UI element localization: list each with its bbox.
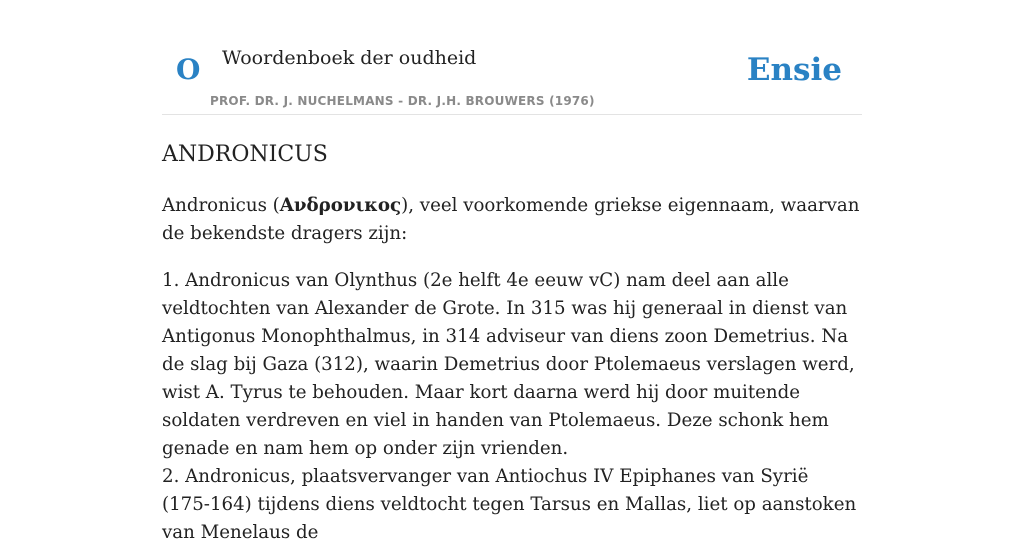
book-title-link[interactable]: Woordenboek der oudheid — [222, 47, 477, 69]
entry-title: ANDRONICUS — [162, 142, 328, 167]
entry-item-1: 1. Andronicus van Olynthus (2e helft 4e eeuw vC) nam deel aan alle veldtochten van Alexander de Grote. In 315 was hij generaal in dienst van Antigonus Monophthalmus, in 314 adviseur van diens zoon Demetrius. Na de slag bij Gaza (312), waarin Demetrius door Ptolemaeus verslagen werd, wist A. Tyrus te behouden. Maar kort daarna werd hij door muitende soldaten verdreven en viel in handen van Ptolemaeus. Deze schonk hem genade en nam hem op onder zijn vrienden. — [162, 270, 855, 459]
entry-item-2: 2. Andronicus, plaatsvervanger van Antiochus IV Epiphanes van Syrië (175-164) tijdens diens veldtocht tegen Tarsus en Mallas, liet op aanstoken van Menelaus de — [162, 466, 857, 543]
header — [162, 0, 862, 115]
greek-name: Ανδρονικος — [279, 195, 402, 216]
entry-intro — [162, 192, 862, 248]
intro-prefix: Andronicus ( — [162, 195, 280, 216]
page — [162, 0, 862, 543]
ensie-logo-link[interactable]: Ensie — [746, 52, 842, 88]
entry-body — [162, 192, 862, 547]
book-authors: PROF. DR. J. NUCHELMANS - DR. J.H. BROUWERS (1976) — [210, 94, 595, 108]
intro-suffix: ), veel voorkomende griekse eigennaam, waarvan de bekendste dragers zijn: — [162, 195, 860, 244]
letter-index-link[interactable]: O — [176, 53, 201, 86]
